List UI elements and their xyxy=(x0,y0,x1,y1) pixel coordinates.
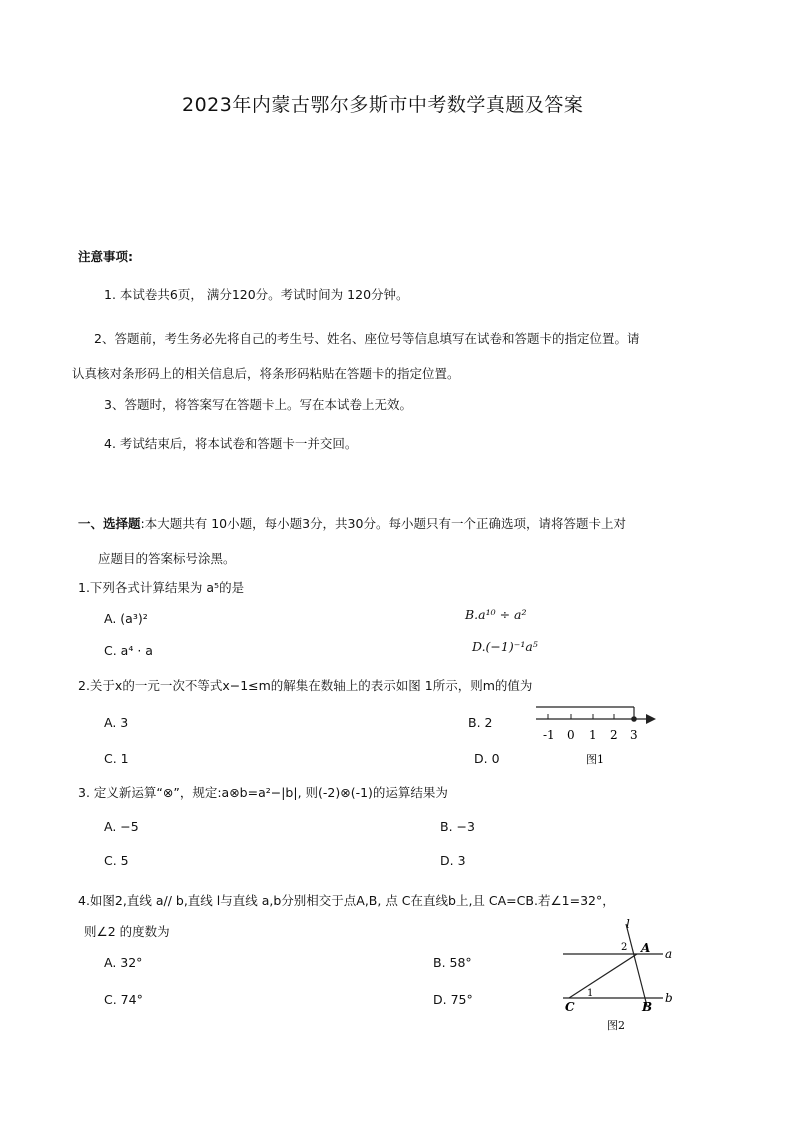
label-point-b: B xyxy=(642,1000,653,1014)
q3-option-b: B. −3 xyxy=(440,819,475,834)
q2-option-a: A. 3 xyxy=(104,715,129,730)
q2-option-d: D. 0 xyxy=(474,751,500,766)
q3-option-d: D. 3 xyxy=(440,853,466,868)
notice-item-2-cont: 认真核对条形码上的相关信息后，将条形码粘贴在答题卡的指定位置。 xyxy=(72,366,460,381)
notice-item-1: 1. 本试卷共6页， 满分120分。考试时间为 120分钟。 xyxy=(104,287,409,302)
q4-stem: 4.如图2,直线 a// b,直线 l与直线 a,b分别相交于点A,B, 点 C在直线b上,且 CA=CB.若∠1=32°， xyxy=(78,893,615,908)
q2-option-b: B. 2 xyxy=(468,715,493,730)
q1-option-a: A. (a³)² xyxy=(104,611,148,626)
q3-option-c: C. 5 xyxy=(104,853,129,868)
figure-caption: 图2 xyxy=(607,1019,625,1032)
tick-label: -1 xyxy=(543,728,555,742)
label-a: a xyxy=(665,947,673,961)
notice-item-3: 3、答题时，将答案写在答题卡上。写在本试卷上无效。 xyxy=(104,397,412,412)
q1-option-b: B.a¹⁰ ÷ a² xyxy=(465,607,527,622)
q1-option-d: D.(−1)⁻¹a⁵ xyxy=(472,639,538,654)
label-point-a: A xyxy=(641,941,651,955)
section-1-text-cont: 应题目的答案标号涂黑。 xyxy=(98,551,236,566)
tick-label: 1 xyxy=(589,728,597,742)
q4-option-a: A. 32° xyxy=(104,955,143,970)
parallel-lines-figure xyxy=(555,918,685,1036)
solid-endpoint xyxy=(631,716,637,722)
q2-option-c: C. 1 xyxy=(104,751,129,766)
angle-1-label: 1 xyxy=(587,988,594,999)
q1-option-c: C. a⁴ · a xyxy=(104,643,153,658)
line-l xyxy=(626,924,647,1006)
q4-option-d: D. 75° xyxy=(433,992,473,1007)
label-l: l xyxy=(626,918,630,931)
label-b: b xyxy=(665,991,673,1005)
notice-item-2: 2、答题前，考生务必先将自己的考生号、姓名、座位号等信息填写在试卷和答题卡的指定位置。请 xyxy=(94,331,640,346)
section-1-text: :本大题共有 10小题，每小题3分，共30分。每小题只有一个正确选项，请将答题卡上对 xyxy=(140,516,626,531)
q1-stem: 1.下列各式计算结果为 a⁵的是 xyxy=(78,580,245,595)
notice-heading: 注意事项: xyxy=(78,249,133,264)
figure-caption: 图1 xyxy=(586,753,604,766)
q2-stem: 2.关于x的一元一次不等式x−1≤m的解集在数轴上的表示如图 1所示，则m的值为 xyxy=(78,678,533,693)
section-1-label: 一、选择题 xyxy=(78,516,141,531)
q4-option-c: C. 74° xyxy=(104,992,143,1007)
notice-item-4: 4. 考试结束后，将本试卷和答题卡一并交回。 xyxy=(104,436,358,451)
number-line-arrow xyxy=(646,714,656,724)
label-point-c: C xyxy=(565,1000,575,1014)
tick-label: 3 xyxy=(630,728,638,742)
number-line-figure xyxy=(530,705,670,770)
q3-option-a: A. −5 xyxy=(104,819,139,834)
q4-option-b: B. 58° xyxy=(433,955,472,970)
segment-ca xyxy=(569,954,637,998)
q4-stem-cont: 则∠2 的度数为 xyxy=(84,924,170,939)
page-title: 2023年内蒙古鄂尔多斯市中考数学真题及答案 xyxy=(182,94,584,116)
tick-label: 0 xyxy=(567,728,575,742)
section-1-header xyxy=(78,514,626,532)
tick-label: 2 xyxy=(610,728,618,742)
angle-2-label: 2 xyxy=(621,942,628,953)
q3-stem: 3. 定义新运算“⊗”，规定:a⊗b=a²−|b|, 则(-2)⊗(-1)的运算结果为 xyxy=(78,785,448,800)
